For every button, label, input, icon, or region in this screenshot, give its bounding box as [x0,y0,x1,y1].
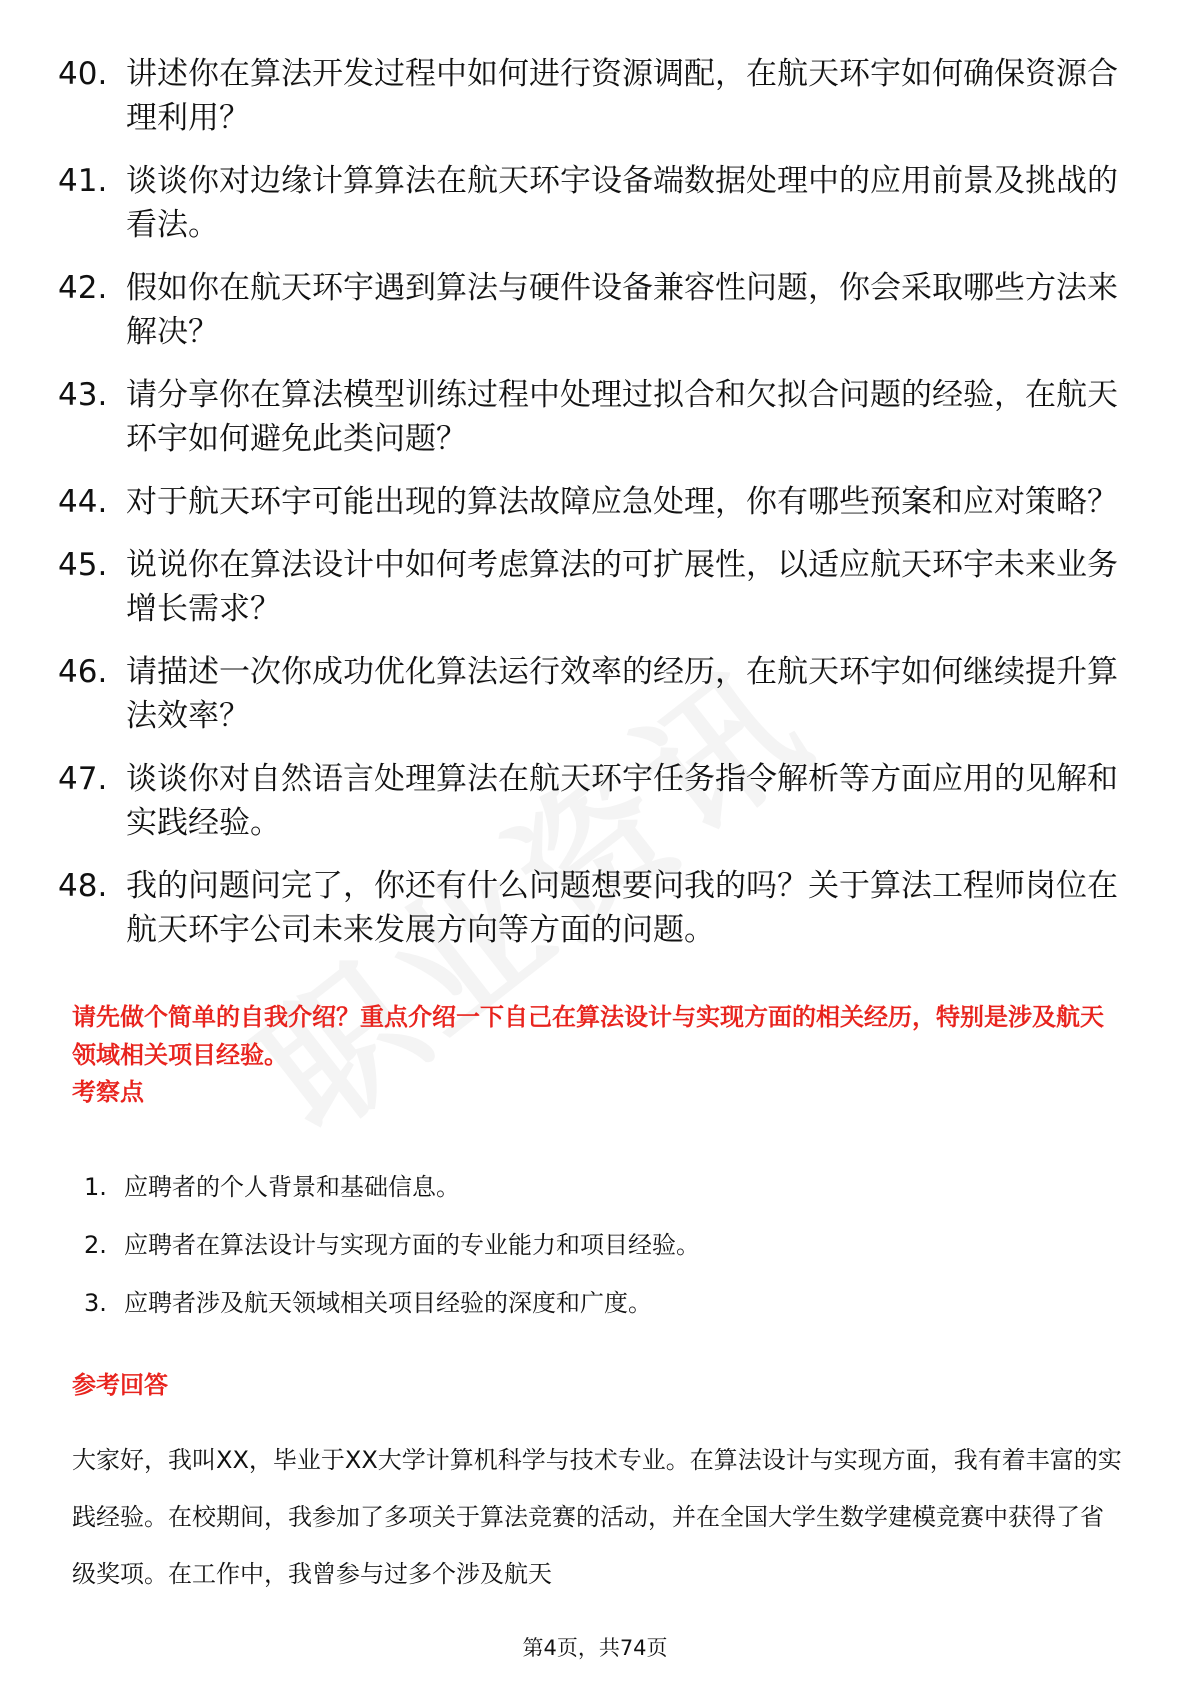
points-title: 考察点 [72,1078,144,1106]
list-item [84,1170,1084,1204]
list-item [58,373,1138,461]
question-text: 假如你在航天环宇遇到算法与硬件设备兼容性问题，你会采取哪些方法来解决？ [126,270,1118,350]
answer-text: 大家好，我叫XX，毕业于XX大学计算机科学与技术专业。在算法设计与实现方面，我有着丰富的实践经验。在校期间，我参加了多项关于算法竞赛的活动，并在全国大学生数学建模竞赛中获得了省级奖项。在工作中，我曾参与过多个涉及航天 [72,1446,1122,1588]
point-number: 2. [84,1231,107,1259]
question-number: 42. [58,270,108,306]
question-number: 41. [58,163,108,199]
question-number: 45. [58,547,108,583]
point-number: 3. [84,1289,107,1317]
question-text: 谈谈你对自然语言处理算法在航天环宇任务指令解析等方面应用的见解和实践经验。 [126,761,1118,841]
point-text: 应聘者在算法设计与实现方面的专业能力和项目经验。 [124,1231,700,1259]
question-number: 47. [58,761,108,797]
question-text: 说说你在算法设计中如何考虑算法的可扩展性，以适应航天环宇未来业务增长需求？ [126,547,1118,627]
question-number: 43. [58,377,108,413]
question-text: 讲述你在算法开发过程中如何进行资源调配，在航天环宇如何确保资源合理利用？ [126,56,1118,136]
question-text: 对于航天环宇可能出现的算法故障应急处理，你有哪些预案和应对策略？ [126,484,1118,520]
question-number: 48. [58,868,108,904]
list-item [58,480,1138,524]
point-number: 1. [84,1173,107,1201]
question-number: 40. [58,56,108,92]
question-text: 谈谈你对边缘计算算法在航天环宇设备端数据处理中的应用前景及挑战的看法。 [126,163,1118,243]
answer-title: 参考回答 [72,1371,168,1399]
question-text: 请分享你在算法模型训练过程中处理过拟合和欠拟合问题的经验，在航天环宇如何避免此类问题？ [126,377,1118,457]
list-item [58,266,1138,354]
question-list [58,52,1138,971]
list-item [58,864,1138,952]
question-text: 请描述一次你成功优化算法运行效率的经历，在航天环宇如何继续提升算法效率？ [126,654,1118,734]
list-item [84,1228,1084,1262]
list-item [84,1286,1084,1320]
list-item [58,650,1138,738]
points-list [84,1170,1084,1344]
list-item [58,757,1138,845]
question-number: 44. [58,484,108,520]
question-number: 46. [58,654,108,690]
list-item [58,52,1138,140]
point-text: 应聘者的个人背景和基础信息。 [124,1173,460,1201]
point-text: 应聘者涉及航天领域相关项目经验的深度和广度。 [124,1289,652,1317]
list-item [58,543,1138,631]
question-text: 我的问题问完了，你还有什么问题想要问我的吗？关于算法工程师岗位在航天环宇公司未来发展方向等方面的问题。 [126,868,1118,948]
list-item [58,159,1138,247]
page-footer: 第4页，共74页 [522,1636,668,1660]
highlight-question: 请先做个简单的自我介绍？重点介绍一下自己在算法设计与实现方面的相关经历，特别是涉及航天领域相关项目经验。 [72,1003,1104,1069]
